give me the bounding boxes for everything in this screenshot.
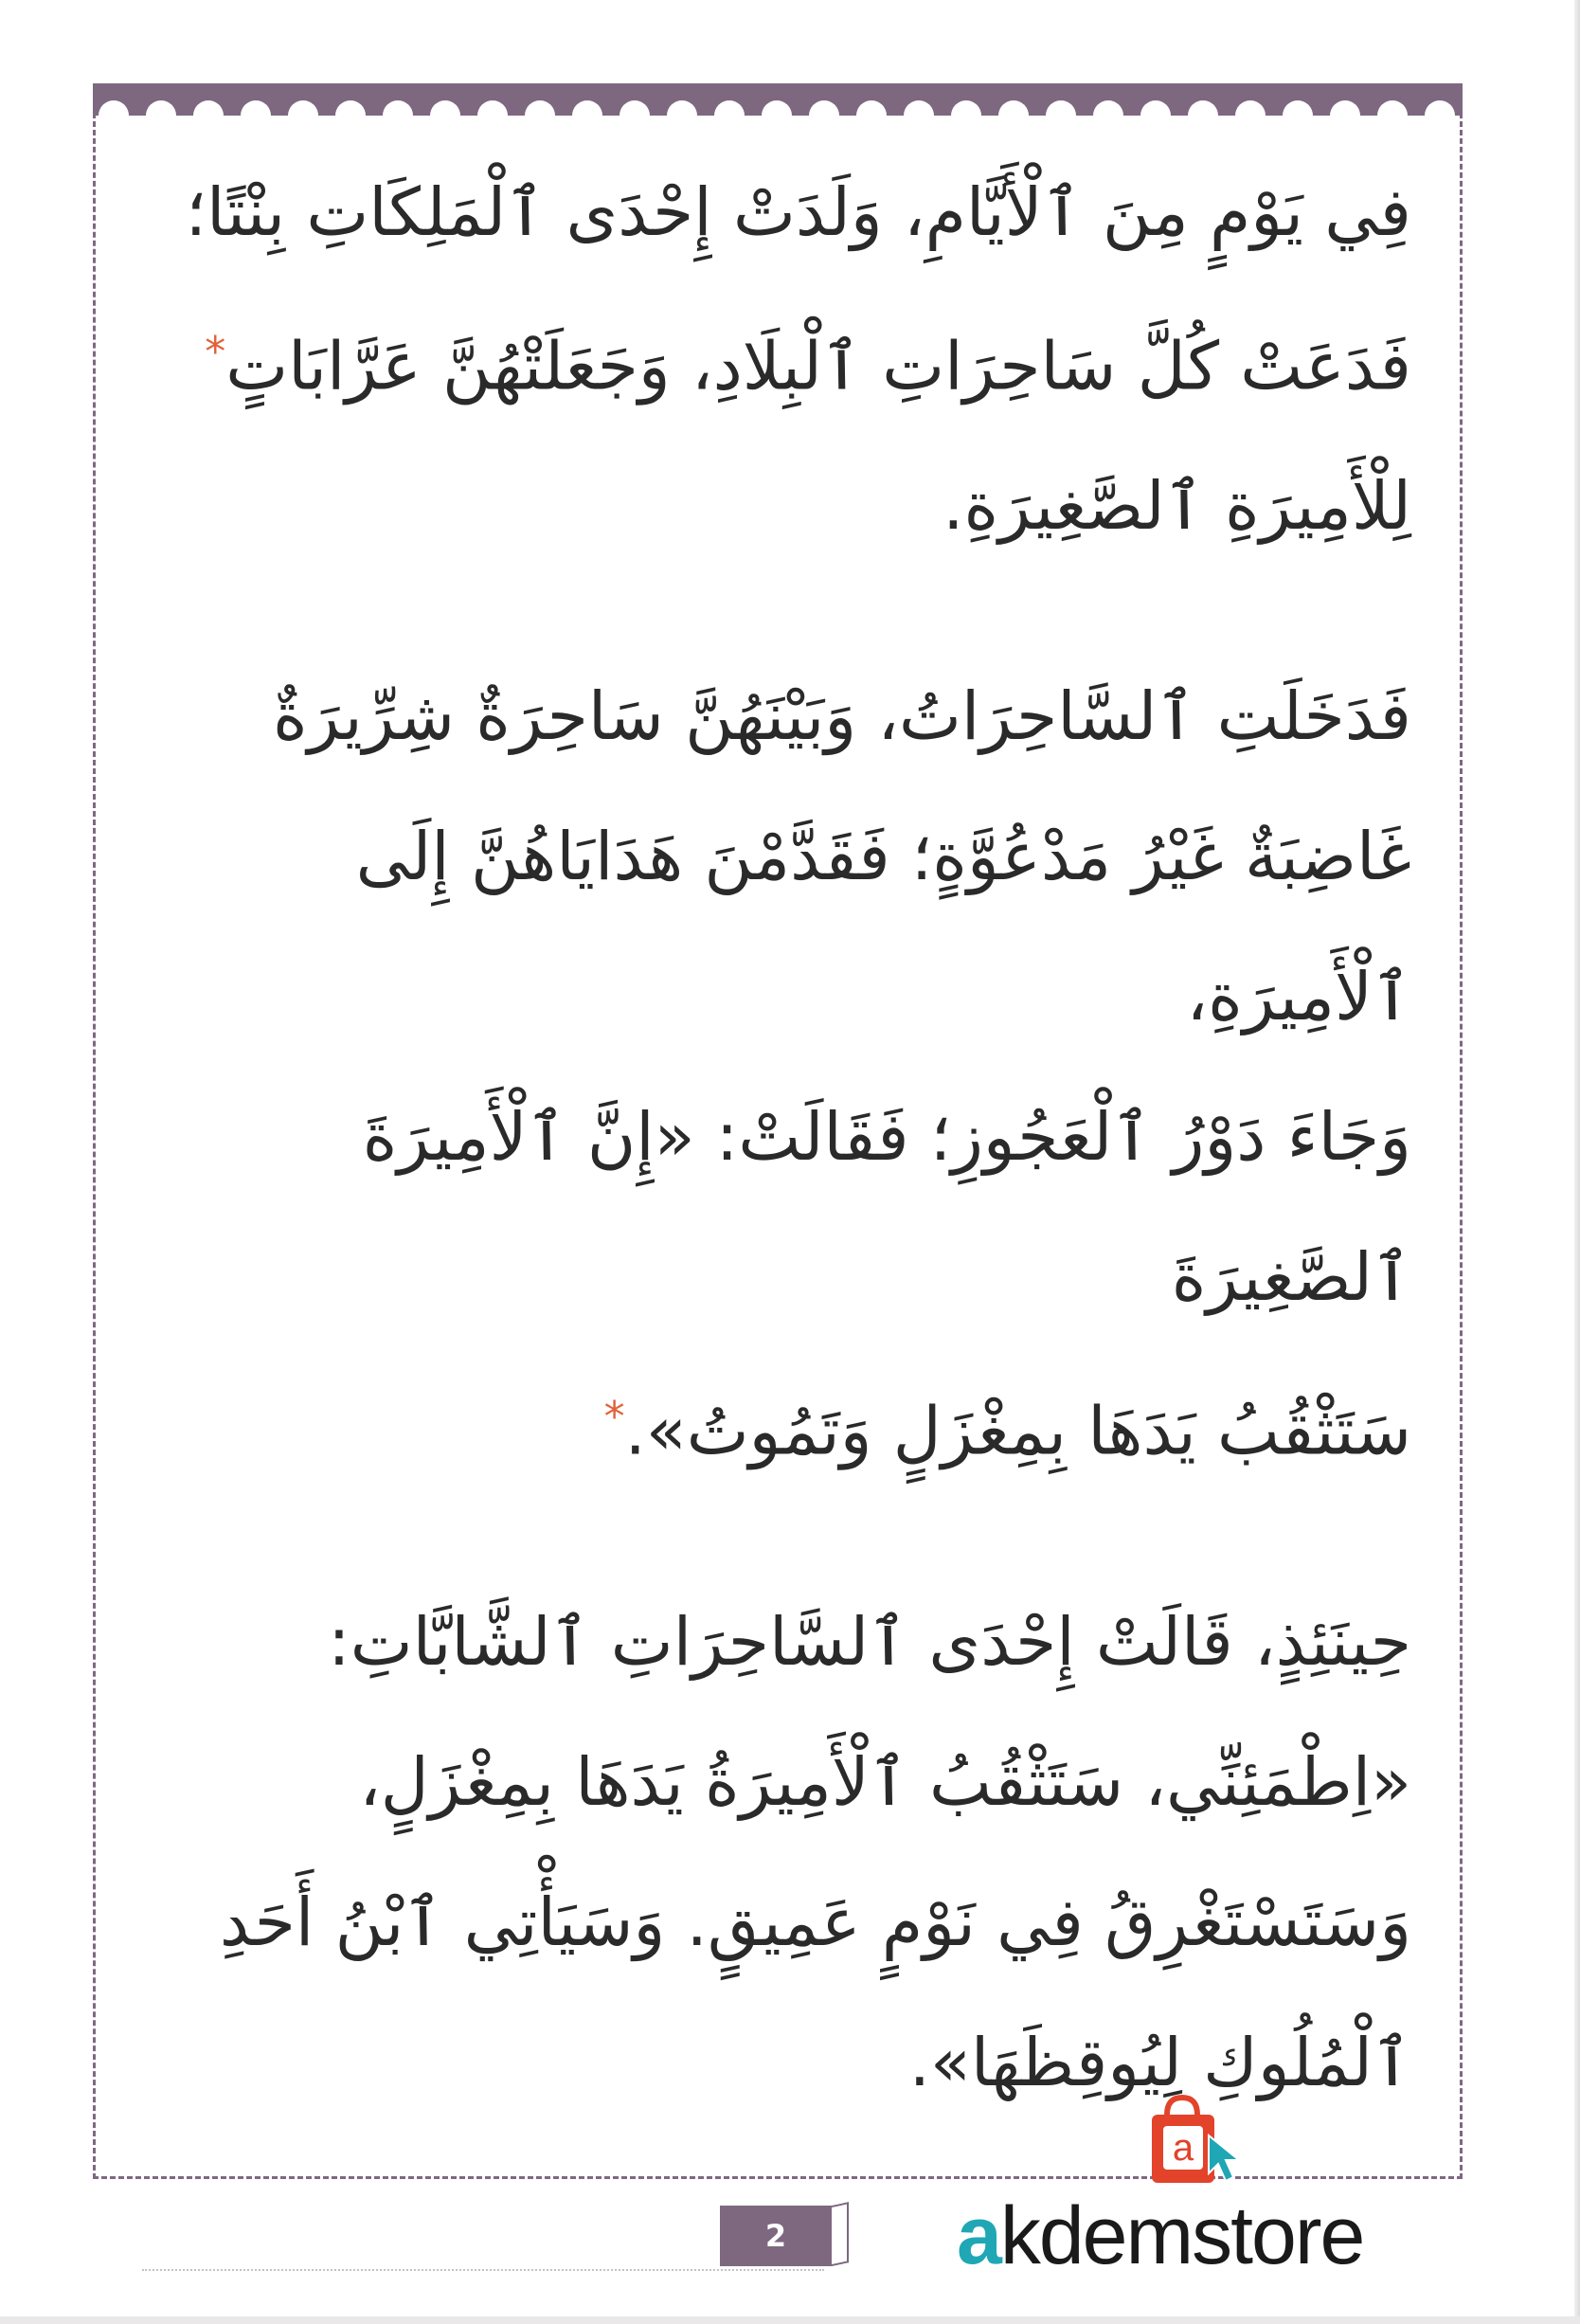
brand-letter: a xyxy=(957,2190,1000,2281)
text-line: وَسَتَسْتَغْرِقُ فِي نَوْمٍ عَمِيقٍ. وَسَيَأْتِي ٱبْنُ أَحَدِ xyxy=(219,1883,1411,1961)
text-line: فَدَخَلَتِ ٱلسَّاحِرَاتُ، وَبَيْنَهُنَّ سَاحِرَةٌ شِرِّيرَةٌ xyxy=(272,677,1411,756)
text-line: «اِطْمَئِنِّي، سَتَثْقُبُ ٱلْأَمِيرَةُ يَدَهَا بِمِغْزَلٍ، xyxy=(359,1742,1411,1821)
glossary-star: * xyxy=(205,328,226,376)
footer-dotted-line xyxy=(142,2269,824,2271)
paragraph-2 xyxy=(133,646,1421,1501)
page-number: 2 xyxy=(720,2206,832,2266)
brand-rest: kdemstore xyxy=(999,2190,1364,2281)
text-line-content: سَتَثْقُبُ يَدَهَا بِمِغْزَلٍ وَتَمُوتُ». xyxy=(624,1392,1411,1470)
text-line: وَجَاءَ دَوْرُ ٱلْعَجُوزِ؛ فَقَالَتْ: «إِنَّ ٱلْأَمِيرَةَ ٱلصَّغِيرَةَ xyxy=(362,1098,1411,1317)
scan-edge xyxy=(1574,0,1580,2324)
text-line xyxy=(133,282,1411,436)
brand-name xyxy=(957,2189,1363,2283)
page-number-tab xyxy=(832,2202,849,2266)
paragraph-3 xyxy=(133,1572,1421,2133)
text-line: حِينَئِذٍ، قَالَتْ إِحْدَى ٱلسَّاحِرَاتِ ٱلشَّابَّاتِ: xyxy=(328,1602,1411,1681)
text-line: لِلْأَمِيرَةِ ٱلصَّغِيرَةِ. xyxy=(943,467,1411,546)
paragraph-1 xyxy=(133,142,1421,576)
text-line xyxy=(133,1347,1411,1501)
scan-bottom-edge xyxy=(0,2316,1580,2324)
text-line: فِي يَوْمٍ مِنَ ٱلْأَيَّامِ، وَلَدَتْ إِحْدَى ٱلْمَلِكَاتِ بِنْتًا؛ xyxy=(185,173,1411,251)
story-text xyxy=(133,142,1421,2203)
watermark xyxy=(957,2094,1487,2283)
shopping-bag-icon xyxy=(1146,2094,1260,2189)
text-line-content: فَدَعَتْ كُلَّ سَاحِرَاتِ ٱلْبِلَادِ، وَجَعَلَتْهُنَّ عَرَّابَاتٍ xyxy=(225,327,1411,405)
bag-letter: a xyxy=(1172,2127,1194,2169)
text-line: ٱلْمُلُوكِ لِيُوقِظَهَا». xyxy=(908,2023,1411,2101)
text-line: غَاضِبَةٌ غَيْرُ مَدْعُوَّةٍ؛ فَقَدَّمْنَ هَدَايَاهُنَّ إِلَى ٱلْأَمِيرَةِ، xyxy=(355,818,1411,1036)
glossary-star: * xyxy=(603,1393,625,1442)
